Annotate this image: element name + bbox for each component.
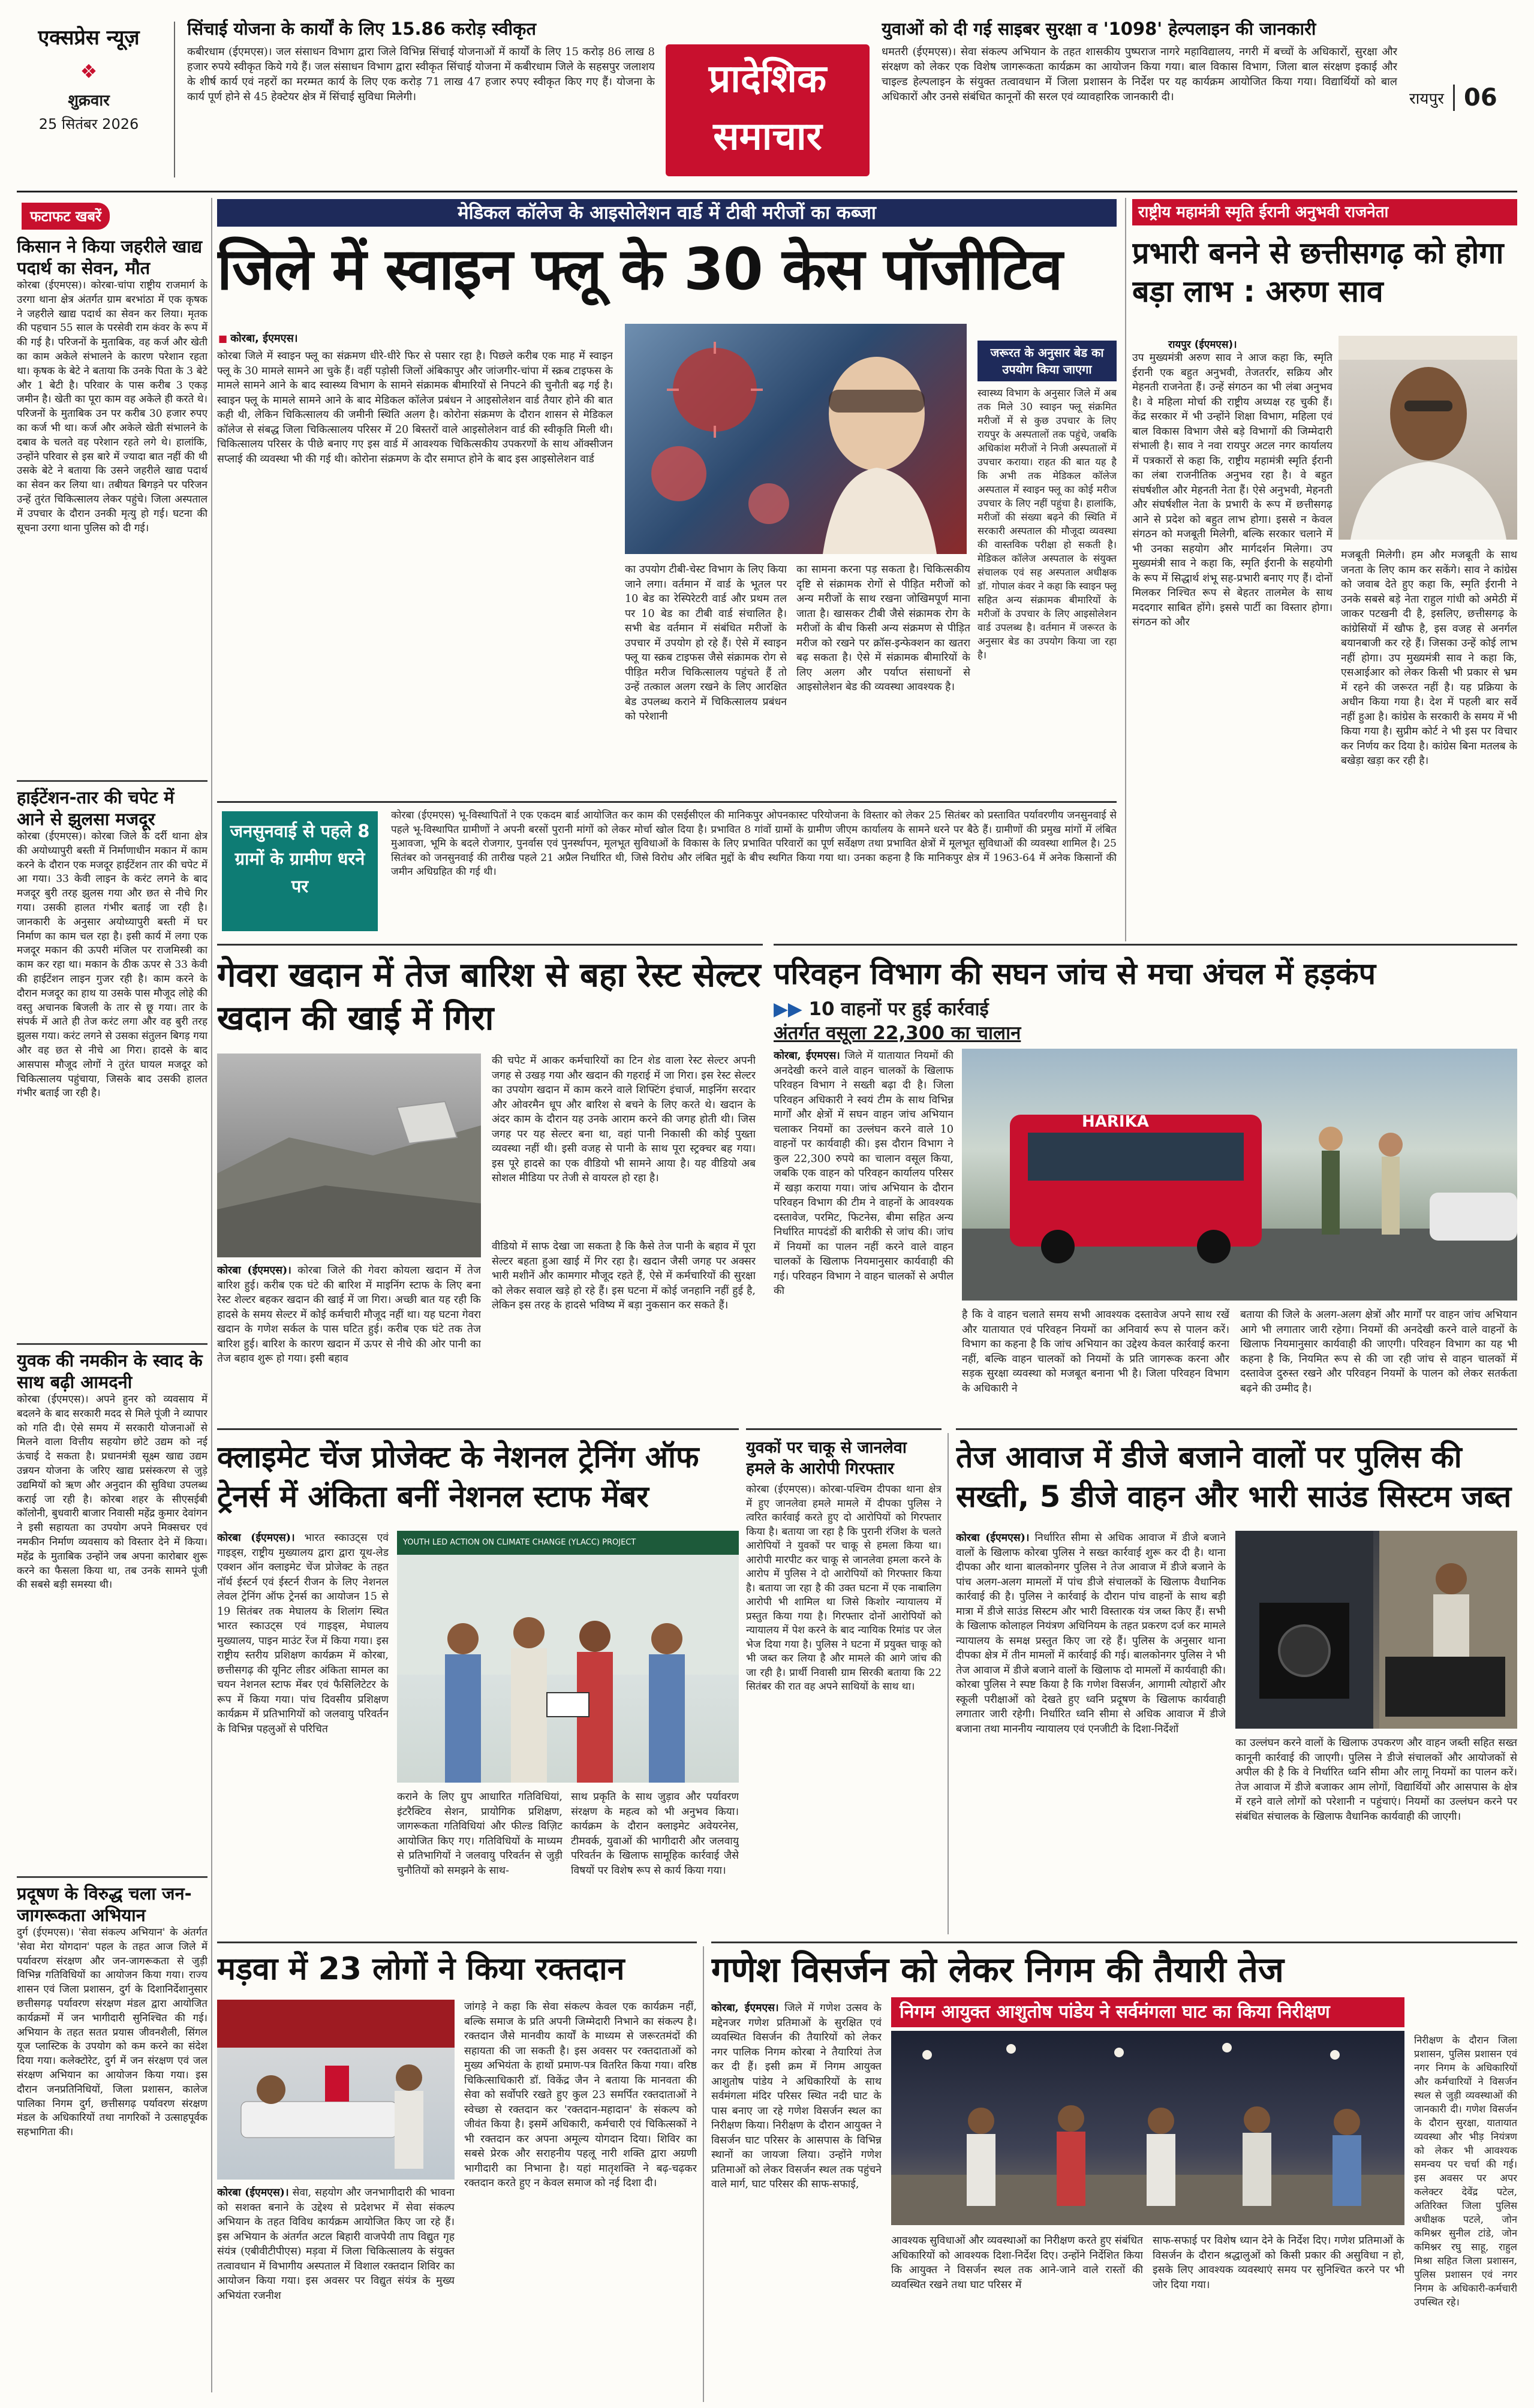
madwa-col1	[217, 2186, 455, 2401]
ganesh-photo	[891, 2031, 1404, 2225]
climate-col1-text: भारत स्काउट्स एवं गाइड्स, राष्ट्रीय मुख्यालय द्वारा द्वारा यूथ-लेड एक्शन ऑन क्लाइमेट चेंज प्रोजेक्ट के तहत नॉर्थ ईस्टर्न एवं ईस्टर्न रीजन के लिए नेशनल लेवल ट्रेनिंग ऑफ ट्रेनर्स का आयोजन 15 से 19 सितंबर तक मेघालय के शिलांग स्थित भारत स्काउट्स एवं गाइड्स, मेघालय मुख्यालय, पाइन माउंट रेंज में किया गया। इस राष्ट्रीय स्तरीय प्रशिक्षण कार्यक्रम में कोरबा, छत्तीसगढ़ की यूनिट लीडर अंकिता सामल का चयन नेशनल स्टाफ मेंबर एवं फैसिलिटेटर के रूप में किया गया। पांच दिवसीय प्रशिक्षण कार्यक्रम में प्रतिभागियों को जलवायु परिवर्तन के विभिन्न पहलुओं से परिचित	[217, 1532, 389, 1735]
chaku-text: कोरबा (ईएमएस)। कोरबा-पश्चिम दीपका थाना क्षेत्र में हुए जानलेवा हमले मामले में दीपका पुलिस ने त्वरित कार्रवाई करते हुए दो आरोपियों को गिरफ्तार किया है। बताया जा रहा है कि पुरानी रंजिश के चलते आरोपियों ने युवकों पर चाकू से हमला किया था। आरोपी मारपीट कर चाकू से जानलेवा हमला करने के आरोप में पुलिस ने दो आरोपियों को गिरफ्तार किया है। बताया जा रहा है की उक्त घटना में एक नाबालिग आरोपी भी शामिल था जिसे किशोर न्यायालय में प्रस्तुत किया गया है। गिरफ्तार दोनों आरोपियों को न्यायालय में पेश करने के बाद न्यायिक रिमांड पर जेल भेज दिया गया है। पुलिस ने घटना में प्रयुक्त चाकू को भी जब्त कर लिया है और मामले की आगे जांच की जा रही है। प्रार्थी निवासी ग्राम सिरकी बताया कि 22 सितंबर की रात वह अपने साथियों के साथ था।	[746, 1483, 942, 1693]
dj-col1	[956, 1531, 1226, 1933]
madwa-byline: कोरबा (ईएमएस)।	[217, 2187, 289, 2199]
fatafat-item-3	[17, 1350, 207, 1871]
parivahan-col1	[774, 1049, 954, 1420]
chaku-story	[746, 1428, 942, 1936]
parivahan-col2: है कि वे वाहन चलाते समय सभी आवश्यक दस्तावेज अपने साथ रखें और यातायात एवं परिवहन नियमों का अनिवार्य रूप से पालन करें। विभाग का कहना है कि जांच अभियान का उद्देश्य केवल कार्रवाई करना नहीं, बल्कि वाहन चालकों को नियमों के प्रति जागरूक करना और सड़क सुरक्षा व्यवस्था को मजबूत बनाना भी है। जिला परिवहन विभाग के अधिकारी ने	[962, 1309, 1229, 1395]
parivahan-photo	[962, 1049, 1517, 1301]
lead-headline: जिले में स्वाइन फ्लू के 30 केस पॉजीटिव	[217, 236, 1063, 303]
arrow-icon: ▶▶	[774, 998, 802, 1020]
parivahan-sub2: अंतर्गत वसूला 22,300 का चालान	[774, 1022, 1021, 1044]
lead-kicker: मेडिकल कॉलेज के आइसोलेशन वार्ड में टीबी मरीजों का कब्जा	[217, 199, 1117, 227]
byline-bullet-icon: ■	[218, 333, 228, 344]
dj-seizure-illustration	[1235, 1531, 1517, 1729]
dj-col2: का उल्लंघन करने वालों के खिलाफ उपकरण और वाहन जब्ती सहित सख्त कानूनी कार्रवाई की जाएगी। पुलिस ने डीजे संचालकों और आयोजकों से अपील की है कि वे निर्धारित ध्वनि सीमा और लागू नियमों का पालन करें। तेज आवाज में डीजे बजाकर आम लोगों, विद्यार्थियों और आसपास के क्षेत्र में रहने वाले लोगों को परेशानी न पहुंचाएं। नियमों का उल्लंघन करने पर संबंधित संचालक के खिलाफ वैधानिक कार्यवाही की जाएगी।	[1235, 1737, 1517, 1823]
brief-cyber-title: युवाओं को दी गई साइबर सुरक्षा व '1098' हेल्पलाइन की जानकारी	[882, 19, 1316, 39]
climate-banner-text: YOUTH LED ACTION ON CLIMATE CHANGE (YLACC) PROJECT	[403, 1538, 636, 1547]
lead-photo-illustration	[625, 324, 967, 554]
fatafat-item-text: दुर्ग (ईएमएस)। 'सेवा संकल्प अभियान' के अंतर्गत 'सेवा मेरा योगदान' पहल के तहत आज जिले में पर्यावरण संरक्षण और जन-जागरूकता से जुड़ी विभिन्न गतिविधियों का आयोजन किया गया। राज्य शासन एवं जिला प्रशासन, दुर्ग के दिशानिर्देशानुसार छत्तीसगढ़ पर्यावरण संरक्षण मंडल द्वारा आयोजित कार्यक्रमों में जन भागीदारी सुनिश्चित की गई। अभियान के तहत सतत प्रयास जीवनशैली, सिंगल यूज प्लास्टिक के उपयोग को कम करने का संदेश दिया गया। कलेक्टोरेट, दुर्ग में जन संरक्षण एवं जल संरक्षण अभियान का आयोजन किया गया। इस दौरान जनप्रतिनिधियों, जिला प्रशासन, कालेज पालिका निगम दुर्ग, छत्तीसगढ़ पर्यावरण संरक्षण मंडल के अधिकारियों तथा नागरिकों ने उत्साहपूर्वक सहभागिता की।	[17, 1927, 207, 2139]
ganesh-story	[711, 1942, 1517, 2403]
right-story-headline: प्रभारी बनने से छत्तीसगढ़ को होगा बड़ा लाभ : अरुण साव	[1132, 236, 1504, 309]
climate-headline: क्लाइमेट चेंज प्रोजेक्ट के नेशनल ट्रेनिंग ऑफ ट्रेनर्स में अंकिता बनीं नेशनल स्टाफ मेंबर	[217, 1440, 699, 1514]
masthead-rule	[17, 191, 1517, 192]
fatafat-item-text: कोरबा (ईएमएस)। कोरबा जिले के दर्री थाना क्षेत्र की अयोध्यापुरी बस्ती में निर्माणाधीन मकान में काम करने के दौरान एक मजदूर हाईटेंशन तार की चपेट में आ गया। 33 केवी लाइन के करंट लगने के बाद मजदूर बुरी तरह झुलस गया और छत से नीचे गिर गया। उसकी हालत गंभीर बताई जा रही है। जानकारी के अनुसार अयोध्यापुरी बस्ती में घर निर्माण का काम चल रहा है। इसी कार्य में लगा एक मजदूर मकान की ऊपरी मंजिल पर राजमिस्त्री का काम कर रहा था। मकान के ठीक ऊपर से 33 केवी की हाईटेंशन लाइन गुजर रही है। काम करने के दौरान मजदूर का हाथ या उसके पास मौजूद लोहे की वस्तु अचानक बिजली के तार से छू गया। तार के संपर्क में आते ही तेज करंट लगा और वह बुरी तरह झुलस गया। करंट लगने से उसका संतुलन बिगड़ गया और वह छत से नीचे आ गिरा। हादसे के बाद आसपास मौजूद लोगों ने तुरंत घायल मजदूर को चिकित्सालय पहुंचाया, जिसके बाद उसकी हालत गंभीर बताई जा रही है।	[17, 830, 207, 1100]
gevra-story	[217, 944, 763, 1423]
parivahan-col3: बताया की जिले के अलग-अलग क्षेत्रों और मार्गों पर वाहन जांच अभियान आगे भी लगातार जारी रहेगा। नियमों की अनदेखी करने वाले वाहनों के खिलाफ नियमानुसार कार्यवाही की जाएगी। परिवहन विभाग का यह भी कहना है कि, नियमित रूप से की जा रही जांच से वाहन चालकों में दस्तावेज दुरुस्त रखने और परिवहन नियमों के पालन को लेकर सतर्कता बढ़ने की उम्मीद है।	[1240, 1309, 1517, 1395]
brand-name: एक्सप्रेस न्यूज़	[38, 26, 140, 50]
ganesh-col3: साफ-सफाई पर विशेष ध्यान देने के निर्देश दिए। गणेश प्रतिमाओं के विसर्जन के दौरान श्रद्धालुओं को किसी प्रकार की असुविधा न हो, इसके लिए आवश्यक व्यवस्थाएं समय पर सुनिश्चित करने पर भी जोर दिया गया।	[1153, 2235, 1404, 2291]
right-story-kicker: राष्ट्रीय महामंत्री स्मृति ईरानी अनुभवी राजनेता	[1132, 199, 1517, 225]
gevra-col2: की चपेट में आकर कर्मचारियों का टिन शेड वाला रेस्ट सेल्टर अपनी जगह से उखड़ गया और खदान की गहराई में जा गिरा। इस रेस्ट सेल्टर का उपयोग खदान में काम करने वाले शिफ्टिंग इंचार्ज, माइनिंग सरदार और ओवरमैन धूप और बारिश से बचने के लिए करते थे। खदान के अंदर काम के दौरान यह उनके आराम करने की जगह होती थी। जिस जगह पर यह सेल्टर बना था, वहां पानी निकासी की कोई पुख्ता व्यवस्था नहीं थी। इसी वजह से पानी के साथ पूरा स्ट्रक्चर बह गया। इस पूरे हादसे का एक वीडियो भी सामने आया है। यह वीडियो अब सोशल मीडिया पर तेजी से वायरल हो रहा है।	[492, 1055, 756, 1184]
lead-photo	[625, 324, 967, 554]
fatafat-item-title: युवक की नमकीन के स्वाद के साथ बढ़ी आमदनी	[17, 1350, 203, 1392]
page-number: 06	[1464, 84, 1497, 112]
gevra-col1	[217, 1263, 481, 1423]
mine-shelter-illustration	[217, 1054, 481, 1257]
gevra-byline: कोरबा (ईएमएस)।	[217, 1265, 291, 1277]
madwa-col1-text: सेवा, सहयोग और जनभागीदारी की भावना को सशक्त बनाने के उद्देश्य से प्रदेशभर में सेवा संकल्प अभियान के तहत विविध कार्यक्रम आयोजित किए जा रहे हैं। इस अभियान के अंतर्गत अटल बिहारी वाजपेयी ताप विद्युत गृह संयंत्र (एबीवीटीपीएस) मड़वा में जिला चिकित्सालय के संयुक्त तत्वावधान में विभागीय अस्पताल में विशाल रक्तदान शिविर का आयोजन किया गया। इस अवसर पर विद्युत संयंत्र के मुख्य अभियंता रजनीश	[217, 2187, 455, 2302]
fatafat-column	[17, 198, 207, 2398]
climate-byline: कोरबा (ईएमएस)।	[217, 1532, 295, 1544]
parivahan-col1-text: जिले में यातायात नियमों की अनदेखी करने वाले वाहन चालकों के खिलाफ परिवहन विभाग ने सख्ती बढ़ा दी है। जिला परिवहन अधिकारी ने स्वयं टीम के साथ विभिन्न मार्गों और क्षेत्रों में सघन वाहन जांच अभियान चलाकर नियमों का उल्लंघन करने वाले 10 वाहनों पर कार्यवाही की। इस दौरान विभाग ने कुल 22,300 रुपये का चालान वसूल किया, जबकि एक वाहन को परिवहन कार्यालय परिसर में खड़ा कराया गया। जांच अभियान के दौरान परिवहन विभाग की टीम ने वाहनों के आवश्यक दस्तावेज, परमिट, फिटनेस, बीमा सहित अन्य निर्धारित मापदंडों की बारीकी से जांच की। जांच में नियमों का पालन नहीं करने वाले वाहन चालकों के खिलाफ नियमानुसार कार्यवाही की गई। परिवहन विभाग ने वाहन चालकों से अपील की	[774, 1050, 954, 1297]
page-marker	[1409, 84, 1523, 120]
right-story-photo	[1339, 336, 1517, 540]
brand-ornament-icon: ❖	[80, 60, 98, 83]
climate-col2: कराने के लिए ग्रुप आधारित गतिविधियां, इंटरैक्टिव सेशन, प्रायोगिक प्रशिक्षण, जागरूकता गतिविधियां और फील्ड विज़िट आयोजित किए गए। गतिविधियों के माध्यम से प्रतिभागियों ने जलवायु परिवर्तन से जुड़ी चुनौतियों को समझने के साथ-	[397, 1791, 563, 1877]
madwa-divider	[703, 1946, 704, 2402]
lead-side-box-title: जरूरत के अनुसार बेड का उपयोग किया जाएगा	[977, 341, 1117, 381]
fatafat-item-title: प्रदूषण के विरुद्ध चला जन-जागरूकता अभियान	[17, 1883, 192, 1925]
brief-irrigation-text: कबीरधाम (ईएमएस)। जल संसाधन विभाग द्वारा जिले विभिन्न सिंचाई योजनाओं में कार्यों के लिए 15 करोड़ 86 लाख 8 हजार रुपये स्वीकृत किये गये हैं। जल संसाधन विभाग द्वारा स्वीकृत सिंचाई योजना में कबीरधाम जिले के सहसपुर जलाशय के शीर्ष कार्य एवं नहरों का मरम्मत कार्य के लिए एक करोड़ 71 लाख 47 हजार रुपए स्वीकृत किए गए हैं। योजना के कार्य पूर्ण होने से 45 हेक्टेयर क्षेत्र में सिंचाई सुविधा मिलेगी।	[187, 46, 655, 103]
fatafat-item-4	[17, 1883, 207, 2398]
fatafat-item-title: किसान ने किया जहरीले खाद्य पदार्थ का सेवन, मौत	[17, 236, 203, 278]
brief-irrigation	[187, 18, 655, 186]
city-name: रायपुर	[1409, 90, 1444, 108]
scouts-ceremony-illustration	[397, 1531, 739, 1783]
fatafat-item-2	[17, 787, 207, 1338]
gevra-headline: गेवरा खदान में तेज बारिश से बहा रेस्ट सेल्टर खदान की खाई में गिरा	[217, 956, 761, 1038]
parivahan-story	[774, 944, 1517, 1423]
fatafat-label	[22, 203, 110, 230]
dj-photo	[1235, 1531, 1517, 1729]
chaku-headline: युवकों पर चाकू से जानलेवा हमले के आरोपी गिरफ्तार	[746, 1438, 907, 1478]
lead-byline-text: कोरबा, ईएमएस।	[230, 332, 298, 345]
jansunwai-text: कोरबा (ईएमएस) भू-विस्थापितों ने एक एकदम बार्ड आयोजित कर काम की एसईसीएल की मानिकपुर ओपनकास्ट परियोजना के विस्तार को लेकर 25 सितंबर को प्रस्तावित पर्यावरणीय जनसुनवाई से पहले भू-विस्थापित ग्रामीणों ने अपनी बरसों पुरानी मांगों को लेकर मोर्चा खोल दिया है। प्रभावित 8 गांवों ग्रामों के ग्रामीण जीएम कार्यालय के सामने धरने पर बैठे हैं। ग्रामीणों की प्रमुख मांगों में लंबित मुआवजा, भूमि के बदले रोजगार, पुनर्वास एवं पुनर्स्थापन, मूलभूत सुविधाओं के विकास के लिए प्रभावित परिवारों का पूर्ण सर्वेक्षण तथा प्रभावित क्षेत्रों में मूलभूत सुविधाओं की व्यवस्था शामिल है। 25 सितंबर को जनसुनवाई की तारीख पहले 21 अप्रैल निर्धारित थी, जिसे विरोध और लंबित मुद्दों के बीच स्थगित किया गया था। उनका कहना है कि मानिकपुर क्षेत्र में 1963-64 में अनेक किसानों की जमीन अधिग्रहित की गई थी।	[391, 809, 1117, 878]
chaku-divider	[948, 1433, 949, 1934]
fatafat-separator	[17, 780, 207, 782]
madwa-story	[217, 1942, 697, 2403]
dj-story	[956, 1428, 1517, 1936]
page-divider	[1453, 85, 1455, 111]
fatafat-item-text: कोरबा (ईएमएस)। कोरबा-चांपा राष्ट्रीय राजमार्ग के उरगा थाना क्षेत्र अंतर्गत ग्राम बरभांठा में एक कृषक ने जहरीले खाद्य पदार्थ का सेवन कर लिया। मृतक की पहचान 55 साल के परसेवी राम कंवर के रूप में की गई है। परिजनों के मुताबिक, वह कर्ज और खेती का काम अकेले संभालने के कारण परेशान रहता था। कृषक के बेटे ने बताया कि उनके पिता के 3 बेटे और 1 बेटी है। परिवार के पास करीब 3 एकड़ जमीन है। खेती का पूरा काम वह अकेले ही करते थे। परिजनों के मुताबिक उन पर करीब 30 हजार रुपए का कर्ज भी था। कर्ज और अकेले खेती संभालने के दबाव के चलते वह परेशान रहते लगे थे। हालांकि, उन्होंने परिवार से इस बारे में ज्यादा बात नहीं की थी उसके बेटे ने बताया कि उसने जहरीले खाद्य पदार्थ का सेवन कर लिया था। तबीयत बिगड़ने पर परिजन उन्हें तुरंत चिकित्सालय लेकर पहुंचे। जिला अस्पताल में उपचार के दौरान उनकी मृत्यु हो गई। घटना की सूचना उरगा थाना पुलिस को दी गई।	[17, 279, 207, 534]
parivahan-byline: कोरबा, ईएमएस।	[774, 1050, 840, 1062]
fatafat-item-title: हाईटेंशन-तार की चपेट में आने से झुलसा मजदूर	[17, 787, 175, 829]
lead-side-box	[977, 341, 1117, 784]
jansunwai-story	[217, 801, 1117, 939]
lead-byline	[218, 331, 362, 345]
fatafat-item-text: कोरबा (ईएमएस)। अपने हुनर को व्यवसाय में बदलने के बाद सरकारी मदद से मिले पूंजी ने व्यापार को गति दी। ऐसे समय में सरकारी योजनाओं से मिलने वाला वित्तीय सहयोग छोटे उद्यम को नई ऊंचाई दे सकता है। प्रधानमंत्री सूक्ष्म खाद्य उद्यम उन्नयन योजना के जरिए खाद्य प्रसंस्करण से जुड़े उद्यमियों को ऋण और अनुदान की सुविधा उपलब्ध कराई जा रही है। कोरबा शहर के सीएसईबी कॉलोनी, बुधवारी बाजार निवासी महेंद्र कुमार देवांगन ने इसी सहायता का उपयोग अपने मिक्सचर एवं नमकीन निर्माण व्यवसाय को विस्तार देने में किया। महेंद्र के मुताबिक उन्होंने जब अपना कारोबार शुरू करने का फैसला किया था, तब उनके सामने पूंजी की सबसे बड़ी समस्या थी।	[17, 1393, 207, 1591]
section-title	[666, 44, 870, 176]
fatafat-separator	[17, 1876, 207, 1878]
parivahan-sub1: 10 वाहनों पर हुई कार्रवाई	[808, 998, 989, 1020]
bus-destination-text: HARIKA	[1082, 1113, 1149, 1131]
fatafat-item-1	[17, 236, 207, 775]
fatafat-label-text: फटाफट खबरें	[30, 208, 101, 225]
brief-irrigation-title: सिंचाई योजना के कार्यों के लिए 15.86 करोड़ स्वीकृत	[187, 19, 536, 39]
issue-date: 25 सितंबर 2026	[38, 116, 139, 133]
parivahan-subhead	[774, 997, 1517, 1045]
climate-photo	[397, 1531, 739, 1783]
masthead	[0, 0, 1534, 204]
climate-col1	[217, 1531, 389, 1933]
madwa-headline: मड़वा में 23 लोगों ने किया रक्तदान	[217, 1951, 625, 1987]
climate-col3: साथ प्रकृति के साथ जुड़ाव और पर्यावरण संरक्षण के महत्व को भी अनुभव किया। कार्यक्रम के दौरान क्लाइमेट अवेयरनेस, टीमवर्क, युवाओं की भागीदारी और जलवायु परिवर्तन के खिलाफ सामूहिक कार्रवाई जैसे विषयों पर विशेष रूप से कार्य किया गया।	[571, 1791, 739, 1877]
ganesh-col2: आवश्यक सुविधाओं और व्यवस्थाओं का निरीक्षण करते हुए संबंधित अधिकारियों को आवश्यक दिशा-निर्देश दिए। उन्होंने निर्देशित किया कि आयुक्त ने विसर्जन स्थल तक आने-जाने वाले रास्तों की व्यवस्थित रखने तथा घाट परिसर में	[891, 2235, 1143, 2291]
ganesh-headline: गणेश विसर्जन को लेकर निगम की तैयारी तेज	[711, 1949, 1284, 1990]
ganesh-byline: कोरबा, ईएमएस।	[711, 2002, 779, 2014]
ganesh-col1-text: जिले में गणेश उत्सव के मद्देनजर गणेश प्रतिमाओं के सुरक्षित एवं व्यवस्थित विसर्जन की तैयारियों को लेकर नगर पालिक निगम कोरबा ने तैयारियां तेज कर दी हैं। इसी क्रम में निगम आयुक्त आशुतोष पांडेय ने अधिकारियों के साथ सर्वमंगला मंदिर परिसर स्थित नदी घाट के पास बनाए जा रहे गणेश विसर्जन स्थल का निरीक्षण किया। निरीक्षण के दौरान आयुक्त ने विसर्जन घाट परिसर के आसपास के विभिन्न स्थानों का जायजा लिया। उन्होंने गणेश प्रतिमाओं को लेकर विसर्जन स्थल तक पहुंचने वाले मार्ग, घाट परिसर की साफ-सफाई,	[711, 2002, 882, 2190]
right-story-col2: मजबूती मिलेगी। हम और मजबूती के साथ जनता के लिए काम कर सकेंगे। साव ने कांग्रेस को जवाब देते हुए कहा कि, स्मृति ईरानी ने उनके सबसे बड़े नेता राहुल गांधी को अमेठी में जाकर पटखनी दी है, इसलिए, छत्तीसगढ़ के कांग्रेसियों में खौफ है, इस वजह से अनर्गल बयानबाजी कर रहे हैं। जिसका उन्हें कोई लाभ नहीं होगा। उप मुख्यमंत्री साव ने कहा कि, एसआईआर को लेकर किसी भी प्रकार से भ्रम में रहने की जरूरत नहीं है। यह प्रक्रिया के अधीन किया गया है। देश में पहली बार सर्वे नहीं हुआ है। कांग्रेस के सरकारी के समय में भी किया गया है। सुप्रीम कोर्ट ने भी इस पर विचार कर निर्णय कर दिया है। कांग्रेस बिना मतलब के बखेड़ा खड़ा कर रही है।	[1341, 549, 1517, 767]
gevra-photo	[217, 1054, 481, 1257]
parivahan-headline: परिवहन विभाग की सघन जांच से मचा अंचल में हड़कंप	[774, 956, 1376, 991]
ghat-inspection-illustration	[891, 2031, 1404, 2225]
right-story-col1	[1132, 337, 1333, 937]
issue-day: शुक्रवार	[68, 92, 110, 110]
sidebar-divider	[211, 198, 212, 2392]
fatafat-separator	[17, 1343, 207, 1345]
ganesh-col1	[711, 2001, 882, 2401]
right-story	[1132, 199, 1517, 943]
dj-byline: कोरबा (ईएमएस)।	[956, 1532, 1030, 1544]
ganesh-col4: निरीक्षण के दौरान जिला प्रशासन, पुलिस प्रशासन एवं नगर निगम के अधिकारियों और कर्मचारियों ने विसर्जन स्थल से जुड़ी व्यवस्थाओं की जानकारी दी। गणेश विसर्जन के दौरान सुरक्षा, यातायात व्यवस्था और भीड़ नियंत्रण को लेकर भी आवश्यक समन्वय पर चर्चा की गई। इस अवसर पर अपर कलेक्टर देवेंद्र पटेल, अतिरिक्त जिला पुलिस अधीक्षक पटले, जोन कमिश्नर सुनील टांडे, जोन कमिश्नर रघु साहू, राहुल मिश्रा सहित जिला प्रशासन, पुलिस प्रशासन एवं नगर निगम के अधिकारी-कर्मचारी उपस्थित रहे।	[1414, 2034, 1517, 2308]
lead-right-divider	[1125, 198, 1126, 941]
ganesh-subhead: निगम आयुक्त आशुतोष पांडेय ने सर्वमंगला घाट का किया निरीक्षण	[891, 1997, 1404, 2027]
lead-col1: कोरबा जिले में स्वाइन फ्लू का संक्रमण धीरे-धीरे फिर से पसार रहा है। पिछले करीब एक माह में स्वाइन फ्लू के 30 मामले सामने आ चुके हैं। वहीं पड़ोसी जिलों अंबिकापुर और जांजगीर-चांपा में स्क्रब टाइफस के मामले सामने आने के बाद स्वास्थ्य विभाग के सामने संक्रामक बीमारियों से निपटने की चुनौती बढ़ गई है। स्वाइन फ्लू के मामले सामने आने के बाद मेडिकल कॉलेज प्रबंधन ने आइसोलेशन वार्ड तैयार होने की बात कही थी, लेकिन चिकित्सालय की जमीनी स्थिति अलग है। कोरोना संक्रमण के दौरान शासन से मेडिकल कॉलेज से संबद्ध जिला चिकित्सालय परिसर में 20 बिस्तरों वाले आइसोलेशन वार्ड की स्वीकृति मिली थी। चिकित्सालय परिसर के पीछे बनाए गए इस वार्ड में आवश्यक चिकित्सकीय उपकरणों के साथ ऑक्सीजन सप्लाई की व्यवस्था भी की गई थी। कोरोना संक्रमण के दौर समाप्त होने के बाद इस आइसोलेशन वार्ड	[217, 350, 613, 465]
right-story-col1-text: उप मुख्यमंत्री अरुण साव ने आज कहा कि, स्मृति ईरानी एक बहुत अनुभवी, तेजतर्रार, सक्रिय और मेहनती राजनेता हैं। उन्हें संगठन का भी लंबा अनुभव है। वे महिला मोर्चा की राष्ट्रीय अध्यक्ष रह चुकी हैं। केंद्र सरकार में भी उन्होंने शिक्षा विभाग, महिला एवं बाल विकास विभाग जैसे बड़े विभागों की जिम्मेदारी संभाली है। साव ने नवा रायपुर अटल नगर कार्यालय में पत्रकारों से कहा कि, राष्ट्रीय महामंत्री स्मृति ईरानी का लंबा राजनीतिक अनुभव रहा है। वे बहुत संघर्षशील और मेहनती नेता हैं। ऐसे अनुभवी, मेहनती और संघर्षशील नेता के प्रभारी के रूप में छत्तीसगढ़ आने से प्रदेश को बहुत लाभ होगा। इससे न केवल संगठन को मजबूती मिलेगी, बल्कि सरकार चलाने में भी उनका सहयोग और मार्गदर्शन मिलेगा। उप मुख्यमंत्री साव ने कहा कि, स्मृति ईरानी के सहयोगी के रूप में सिद्धार्थ शंभू सह-प्रभारी बनाए गए हैं। दोनों मिलकर निश्चित रूप से बेहतर तालमेल के साथ मददगार साबित होंगे। इससे पार्टी का विस्तार होगा। संगठन को और	[1132, 352, 1333, 628]
section-title-line1: प्रादेशिक	[708, 57, 827, 101]
lead-col3: का सामना करना पड़ सकता है। चिकित्सकीय दृष्टि से संक्रामक रोगों से पीड़ित मरीजों को अन्य मरीजों के साथ रखना जोखिमपूर्ण माना जाता है। खासकर टीबी जैसे संक्रामक रोग के मरीजों के बीच किसी अन्य संक्रमण से पीड़ित मरीज को रखने पर क्रॉस-इन्फेक्शन का खतरा बढ़ सकता है। ऐसे में संक्रामक बीमारियों के लिए अलग और पर्याप्त संसाधनों से आइसोलेशन बेड की व्यवस्था आवश्यक है।	[796, 564, 970, 693]
madwa-col2: जांगड़े ने कहा कि सेवा संकल्प केवल एक कार्यक्रम नहीं, बल्कि समाज के प्रति अपनी जिम्मेदारी निभाने का संकल्प है। रक्तदान जैसे मानवीय कार्यों के माध्यम से जरूरतमंदों की सहायता की जा सकती है। इस अवसर पर रक्तदाताओं को मुख्य अभियंता के हाथों प्रमाण-पत्र वितरित किया गया। वरिष्ठ चिकित्साधिकारी डॉ. विकेंद्र जैन ने बताया कि मानवता की सेवा को सर्वोपरि रखते हुए कुल 23 समर्पित रक्तदाताओं ने स्वेच्छा से रक्तदान कर 'रक्तदान-महादान' के संकल्प को जीवंत किया है। इसमें अधिकारी, कर्मचारी एवं चिकित्सकों ने भी रक्तदान कर अपना अमूल्य योगदान दिया। शिविर का सबसे प्रेरक और सराहनीय पहलू नारी शक्ति द्वारा अग्रणी भागीदारी का निभाना है। यहां मातृशक्ति ने बढ़-चढ़कर रक्तदान करते हुए न केवल समाज को नई दिशा दी।	[464, 2001, 697, 2189]
madwa-photo	[217, 2000, 455, 2180]
brief-cyber	[882, 18, 1397, 186]
lead-col2: का उपयोग टीबी-चेस्ट विभाग के लिए किया जाने लगा। वर्तमान में वार्ड के भूतल पर 10 बेड का रेस्पिरेटरी वार्ड और प्रथम तल पर 10 बेड का टीबी वार्ड संचालित है। सभी बेड वर्तमान में संबंधित मरीजों के उपचार में उपयोग हो रहे हैं। ऐसे में स्वाइन फ्लू या स्क्रब टाइफस जैसे संक्रामक रोग से पीड़ित मरीज चिकित्सालय पहुंचते हैं तो उन्हें तत्काल अलग रखने के लिए आरक्षित बेड उपलब्ध कराने में चिकित्सालय प्रबंधन को परेशानी	[625, 564, 787, 723]
climate-story	[217, 1428, 739, 1936]
dj-headline: तेज आवाज में डीजे बजाने वालों पर पुलिस की सख्ती, 5 डीजे वाहन और भारी साउंड सिस्टम जब्त	[956, 1440, 1512, 1514]
lead-story	[217, 199, 1117, 799]
gevra-col1-text: कोरबा जिले की गेवरा कोयला खदान में तेज बारिश हुई। करीब एक घंटे की बारिश में माइनिंग स्टाफ के लिए बना रेस्ट शेल्टर बहकर खदान की खाई में जा गिरा। अच्छी बात यह रही कि हादसे के समय सेल्टर में कोई कर्मचारी मौजूद नहीं था। यह घटना गेवरा खदान के गणेश सर्कल के पास घटित हुई। करीब एक घंटे तक तेज बारिश हुई। बारिश के कारण खदान में ऊपर से नीचे की ओर पानी का तेज बहाव शुरू हो गया। इसी बहाव	[217, 1265, 481, 1365]
blood-donation-illustration	[217, 2000, 455, 2180]
brand-block	[17, 18, 161, 180]
section-title-line2: समाचार	[713, 115, 822, 159]
right-story-byline: रायपुर (ईएमएस)।	[1168, 339, 1237, 351]
masthead-divider	[174, 22, 175, 177]
brief-cyber-text: धमतरी (ईएमएस)। सेवा संकल्प अभियान के तहत शासकीय पुष्पराज नागरे महाविद्यालय, नगरी में बच्चों के अधिकारों, सुरक्षा और संरक्षण को लेकर एक विशेष जागरूकता कार्यक्रम का आयोजन किया गया। बाल विकास विभाग, जिला बाल संरक्षण इकाई और चाइल्ड हेल्पलाइन के संयुक्त तत्वावधान में जिला प्रशासन के निर्देश पर यह कार्यक्रम आयोजित किया गया। विद्यार्थियों को बाल अधिकारों और उनसे संबंधित कानूनों की सरल एवं व्यावहारिक जानकारी दी।	[882, 46, 1397, 103]
bus-checking-illustration	[962, 1049, 1517, 1301]
gevra-col3: वीडियो में साफ देखा जा सकता है कि कैसे तेज पानी के बहाव में पूरा सेल्टर बहता हुआ खाई में गिर रहा है। खदान जैसी जगह पर अक्सर भारी मशीनें और कामगार मौजूद रहते हैं, ऐसे में कर्मचारियों की सुरक्षा को लेकर सवाल खड़े हो रहे हैं। इस घटना में कोई जनहानि नहीं हुई है, लेकिन इस तरह के हादसे भविष्य में बड़ा नुकसान कर सकते हैं।	[492, 1241, 756, 1311]
dj-col1-text: निर्धारित सीमा से अधिक आवाज में डीजे बजाने वालों के खिलाफ कोरबा पुलिस ने सख्त कार्रवाई शुरू कर दी है। थाना दीपका और थाना बालकोनगर पुलिस ने तेज आवाज में डीजे बजाने के पांच अलग-अलग मामलों में पांच डीजे संचालकों के खिलाफ वैधानिक कार्रवाई की है। पुलिस ने कार्रवाई के दौरान पांच वाहनों के साथ बड़ी मात्रा में डीजे साउंड सिस्टम और भारी विस्तारक यंत्र जब्त किए हैं। सभी के खिलाफ कोलाहल नियंत्रण अधिनियम के तहत प्रकरण दर्ज कर मामले न्यायालय के समक्ष प्रस्तुत किए जा रहे हैं। पुलिस के अनुसार थाना दीपका क्षेत्र में तीन मामलों में कार्रवाई की गई। बालकोनगर पुलिस ने भी तेज आवाज में डीजे बजाने वालों के खिलाफ दो मामलों में कार्यवाही की। कोरबा पुलिस ने स्पष्ट किया है कि गणेश विसर्जन, आगामी त्योहारों और स्कूली परीक्षाओं को देखते हुए ध्वनि प्रदूषण के खिलाफ कार्यवाही लगातार जारी रहेगी। निर्धारित ध्वनि सीमा से अधिक आवाज में डीजे बजाना तथा माननीय न्यायालय एवं एनजीटी के दिशा-निर्देशों	[956, 1532, 1226, 1735]
arun-sao-portrait	[1339, 336, 1517, 540]
jansunwai-label: जनसुनवाई से पहले 8 ग्रामों के ग्रामीण धरने पर	[222, 811, 378, 931]
lead-side-box-text: स्वास्थ्य विभाग के अनुसार जिले में अब तक मिले 30 स्वाइन फ्लू संक्रमित मरीजों में से कुछ उपचार के लिए रायपुर के अस्पतालों तक पहुंचे, जबकि अधिकांश मरीजों ने निजी अस्पतालों में उपचार कराया। राहत की बात यह है कि अभी तक मेडिकल कॉलेज अस्पताल में स्वाइन फ्लू का कोई मरीज उपचार के लिए नहीं पहुंचा है। हालांकि, मरीजों की संख्या बढ़ने की स्थिति में सरकारी अस्पताल की मौजूदा व्यवस्था की वास्तविक परीक्षा हो सकती है। मेडिकल कॉलेज अस्पताल के संयुक्त संचालक एवं सह अस्पताल अधीक्षक डॉ. गोपाल कंवर ने कहा कि स्वाइन फ्लू सहित अन्य संक्रामक बीमारियों के मरीजों के उपचार के लिए आइसोलेशन वार्ड उपलब्ध है। वर्तमान में जरूरत के अनुसार बेड का उपयोग किया जा रहा है।	[977, 387, 1117, 661]
